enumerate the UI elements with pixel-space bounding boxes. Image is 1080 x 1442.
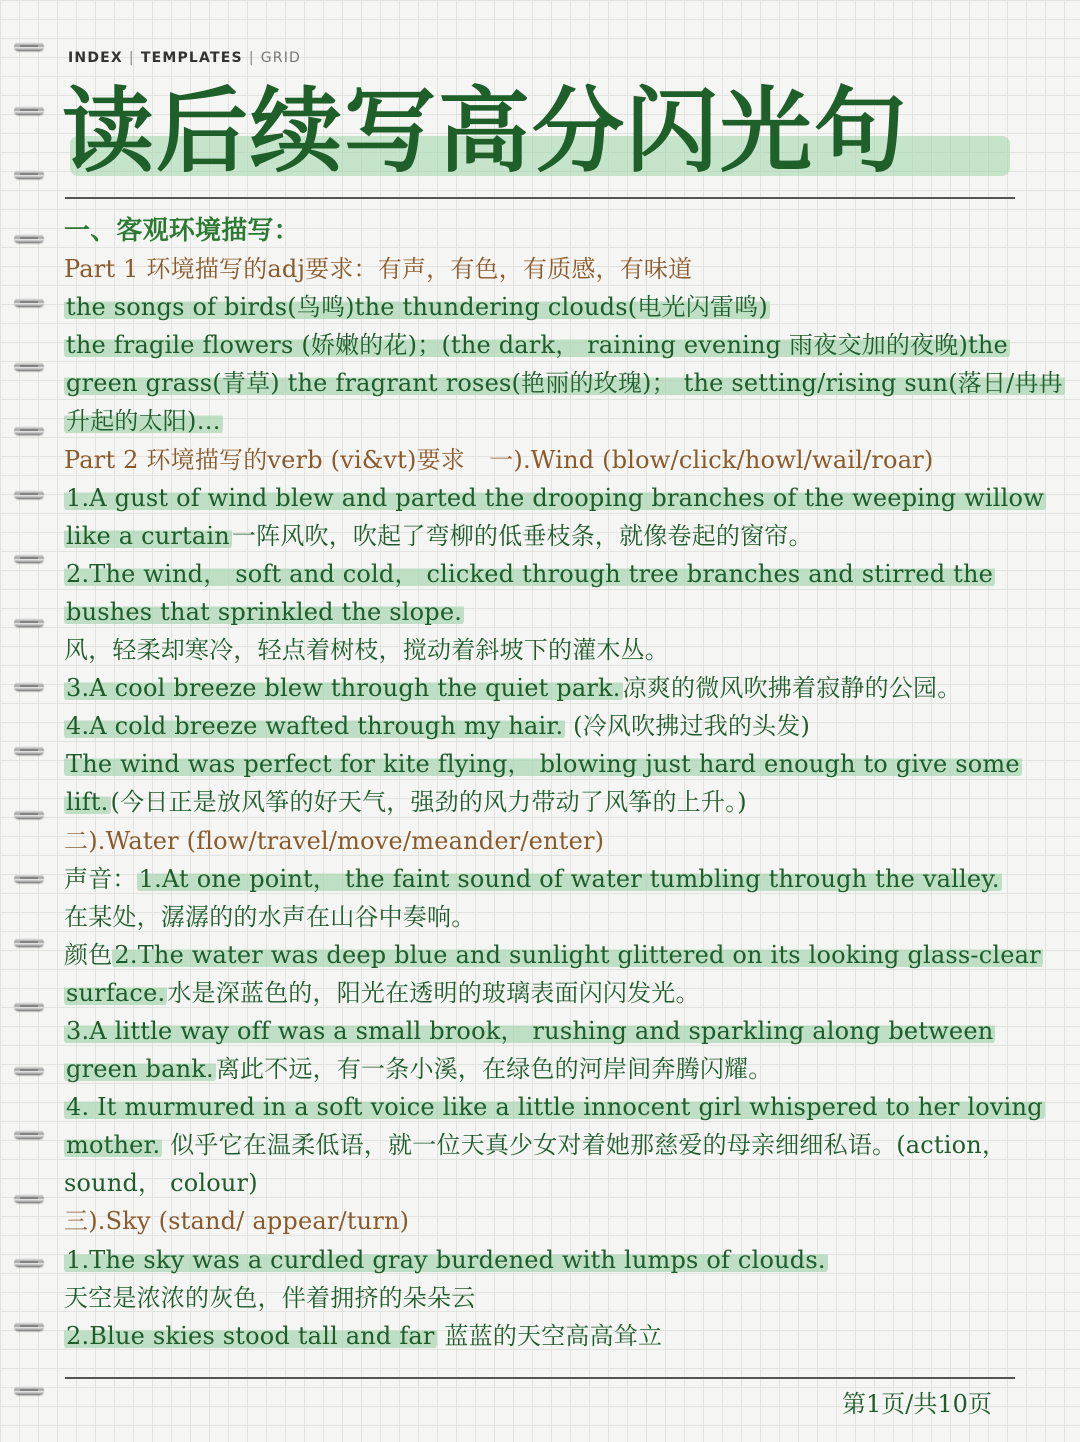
part1-text: the songs of birds(鸟鸣)the thundering clouds(电光闪雷鸣) [66,293,768,322]
nav-separator: | [128,50,135,66]
page-number: 第1页/共10页 [842,1390,992,1418]
wind-sentence-cn: (冷风吹拂过我的头发) [565,712,811,741]
binding-ring [14,872,44,886]
water-sentence-cn: 水是深蓝色的，阳光在透明的玻璃表面闪闪发光。 [167,978,700,1007]
binding-ring [14,808,44,822]
water-heading: 二).Water (flow/travel/move/meander/enter) [64,826,605,855]
water-tail: (action， sound， colour) [64,1131,1007,1198]
sky-sentence-en: 2.Blue skies stood tall and far [66,1321,435,1350]
binding-ring [14,1064,44,1078]
wind-sentence [64,745,1064,821]
binding-ring [14,1000,44,1014]
water-sentence-cn: 似乎它在温柔低语，就一位天真少女对着她那慈爱的母亲细细私语。 [162,1131,897,1160]
wind-sentence-en: 2.The wind， soft and cold， clicked through tree branches and stirred the bushes that sprinkled the slope. [66,559,994,626]
spiral-binding [0,30,52,1430]
binding-ring [14,1256,44,1270]
bottom-divider [65,1377,1015,1379]
sky-sentence [64,1317,1064,1355]
binding-ring [14,680,44,694]
binding-ring [14,360,44,374]
water-prefix: 颜色 [64,940,113,969]
wind-sentence-en: 1.A gust of wind blew and parted the drooping branches of the weeping willow like a curtain [66,483,1044,550]
sky-sentence-cn: 蓝蓝的天空高高耸立 [436,1321,663,1350]
wind-sentence-en: 4.A cold breeze wafted through my hair. [66,712,564,741]
water-sentence-en: 4. It murmured in a soft voice like a little innocent girl whispered to her loving mother. [66,1093,1043,1160]
binding-ring [14,552,44,566]
wind-sentence-en: 3.A cool breeze blew through the quiet park. [66,674,621,703]
wind-sentence [64,669,1064,707]
nav-grid: GRID [260,50,302,66]
binding-ring [14,40,44,54]
binding-ring [14,168,44,182]
sky-sentence-en: 1.The sky was a curdled gray burdened with lumps of clouds. [66,1245,826,1274]
sky-sentence [64,1241,1064,1279]
water-sentence [64,1088,1064,1202]
water-sentence-en: 3.A little way off was a small brook， rushing and sparkling along between green bank. [66,1016,994,1084]
water-sentence-en: 2.The water was deep blue and sunlight glittered on its looking glass-clear surface. [66,940,1041,1007]
binding-ring [14,936,44,950]
binding-ring [14,424,44,438]
binding-ring [14,744,44,758]
water-prefix: 声音： [64,864,137,893]
wind-sentence-cn: 一阵风吹，吹起了弯柳的低垂枝条，就像卷起的窗帘。 [231,521,813,550]
binding-ring [14,1384,44,1398]
binding-ring [14,104,44,118]
water-sentence [64,1012,1064,1088]
top-divider [65,197,1015,199]
sky-sentence-cn: 天空是浓浓的灰色，伴着拥挤的朵朵云 [64,1283,476,1312]
sky-heading: 三).Sky (stand/ appear/turn) [64,1207,410,1236]
wind-sentence [64,555,1064,631]
wind-sentence [64,479,1064,555]
wind-sentence [64,707,1064,745]
nav-index: INDEX [68,50,123,66]
index-nav [68,50,301,66]
part1-line [64,326,1064,440]
water-sentence [64,860,1064,898]
wind-sentence-cn: 凉爽的微风吹拂着寂静的公园。 [622,674,962,703]
section-heading: 一、客观环境描写： [64,216,300,246]
notes-content [64,212,1064,1355]
wind-sentence-cn: (今日正是放风筝的好天气，强劲的风力带动了风筝的上升。) [110,788,747,817]
page-title: 读后续写高分闪光句 [62,78,909,185]
part1-text: the fragile flowers (娇嫩的花)；(the dark， raining evening 雨夜交加的夜晚)the green grass(青草) the fragrant roses(艳丽的玫瑰)； the setting/rising sun(落日/冉冉升起的太阳)… [66,331,1063,436]
binding-ring [14,1128,44,1142]
part1-label: Part 1 环境描写的adj要求：有声，有色，有质感，有味道 [64,255,693,284]
nav-separator: | [248,50,255,66]
title-block [62,78,1022,190]
binding-ring [14,488,44,502]
wind-sentence-cn: 风，轻柔却寒冷，轻点着树枝，搅动着斜坡下的灌木丛。 [64,636,669,665]
binding-ring [14,616,44,630]
water-sentence-cn: 离此不远，有一条小溪，在绿色的河岸间奔腾闪耀。 [215,1055,773,1084]
water-sentence [64,936,1064,1012]
wind-sentence-en: The wind was perfect for kite flying， blowing just hard enough to give some lift. [66,750,1020,817]
binding-ring [14,1320,44,1334]
water-sentence-cn: 在某处，潺潺的的水声在山谷中奏响。 [64,902,476,931]
water-sentence-en: 1.At one point， the faint sound of water tumbling through the valley. [138,864,1000,893]
nav-templates: TEMPLATES [140,50,243,66]
part1-line [64,288,1064,326]
binding-ring [14,232,44,246]
binding-ring [14,296,44,310]
binding-ring [14,1192,44,1206]
part2-label: Part 2 环境描写的verb (vi&vt)要求 一).Wind (blow/click/howl/wail/roar) [64,445,934,474]
